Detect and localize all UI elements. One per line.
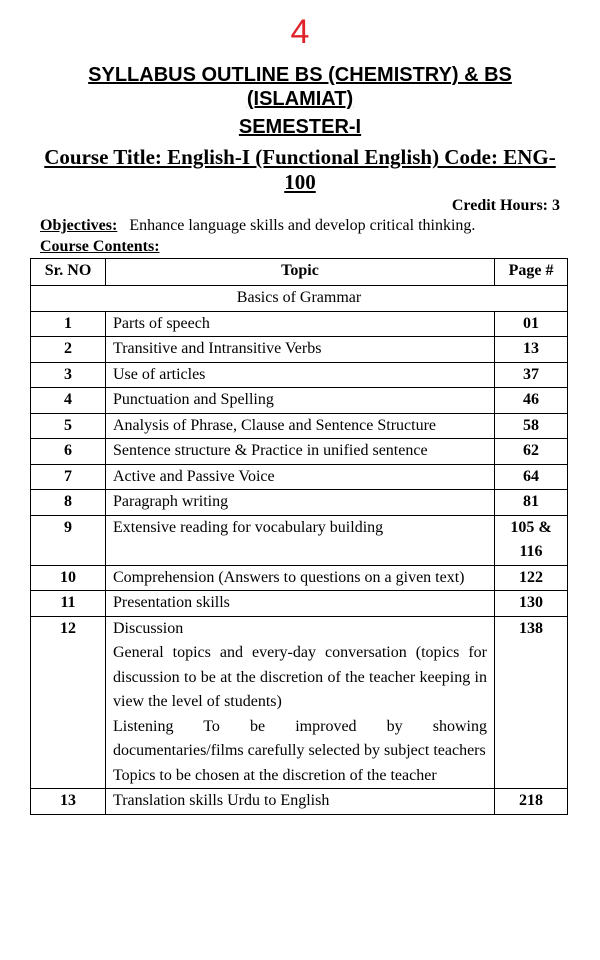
row-page: 122 (495, 565, 568, 591)
credit-hours: Credit Hours: 3 (451, 197, 560, 214)
topic-text: Punctuation and Spelling (113, 391, 274, 408)
topic-text: Parts of speech (113, 314, 210, 332)
topic-text: Analysis of Phrase, Clause and Sentence Structure (113, 416, 437, 434)
course-title: Course Title: English-I (Functional English) Code: ENG-100 (44, 145, 556, 194)
row-sr-no: 2 (31, 337, 106, 363)
table-row (31, 337, 568, 363)
row-topic (106, 413, 495, 439)
row-page: 62 (495, 439, 568, 465)
table-row (31, 413, 568, 439)
objectives-text: Enhance language skills and develop critical thinking. (129, 217, 476, 234)
row-topic (106, 616, 495, 789)
header-sr-no: Sr. NO (31, 259, 106, 286)
table-row (31, 439, 568, 465)
topic-text: Comprehension (Answers to questions on a given text) (113, 568, 465, 586)
row-sr-no: 10 (31, 565, 106, 591)
table-row (31, 464, 568, 490)
row-sr-no: 9 (31, 515, 106, 565)
topic-text: Translation skills Urdu to English (113, 792, 330, 809)
row-sr-no: 7 (31, 464, 106, 490)
topic-text: Use of articles (113, 365, 206, 383)
row-sr-no: 13 (31, 789, 106, 815)
topic-text: Discussion (113, 619, 184, 637)
section-title: Basics of Grammar (31, 286, 568, 312)
row-topic (106, 311, 495, 337)
table-row (31, 490, 568, 516)
row-sr-no: 3 (31, 362, 106, 388)
row-sr-no: 6 (31, 439, 106, 465)
syllabus-heading: SYLLABUS OUTLINE BS (CHEMISTRY) & BS (ISLAMIAT) (88, 64, 512, 110)
table-row (31, 388, 568, 414)
table-row (31, 616, 568, 789)
row-page: 46 (495, 388, 568, 414)
row-topic (106, 565, 495, 591)
row-topic (106, 490, 495, 516)
row-sr-no: 5 (31, 413, 106, 439)
table-row (31, 311, 568, 337)
row-page: 13 (495, 337, 568, 363)
row-topic (106, 388, 495, 414)
row-sr-no: 11 (31, 591, 106, 617)
row-topic (106, 789, 495, 815)
topic-text: Sentence structure & Practice in unified sentence (113, 442, 428, 459)
course-contents-label: Course Contents: (40, 238, 160, 255)
table-row (31, 515, 568, 565)
table-row (31, 591, 568, 617)
topic-subtext: Topics to be chosen at the discretion of the teacher (113, 766, 437, 784)
objectives-line (40, 217, 475, 235)
row-page: 105 & 116 (495, 515, 568, 565)
row-topic (106, 439, 495, 465)
topic-text: Presentation skills (113, 594, 230, 611)
row-page: 218 (495, 789, 568, 815)
row-topic (106, 362, 495, 388)
row-page: 58 (495, 413, 568, 439)
row-page: 130 (495, 591, 568, 617)
topic-text: Transitive and Intransitive Verbs (113, 340, 322, 357)
table-row (31, 565, 568, 591)
row-page: 81 (495, 490, 568, 516)
row-topic (106, 591, 495, 617)
row-topic (106, 337, 495, 363)
section-row (31, 286, 568, 312)
topic-subtext: Listening To be improved by showing documentaries/films carefully selected by subject teachers (113, 717, 487, 759)
table-row (31, 789, 568, 815)
header-page: Page # (495, 259, 568, 286)
header-topic: Topic (106, 259, 495, 286)
table-header-row (31, 259, 568, 286)
page-number: 4 (290, 13, 310, 51)
row-topic (106, 515, 495, 565)
topic-subtext: General topics and every-day conversation (topics for discussion to be at the discretion of the teacher keeping in view the level of students) (113, 644, 487, 710)
row-page: 138 (495, 616, 568, 789)
row-page: 64 (495, 464, 568, 490)
row-sr-no: 4 (31, 388, 106, 414)
row-sr-no: 8 (31, 490, 106, 516)
topic-text: Paragraph writing (113, 493, 229, 510)
course-contents-table (30, 258, 568, 815)
table-row (31, 362, 568, 388)
row-sr-no: 12 (31, 616, 106, 789)
semester-heading: SEMESTER-I (238, 116, 362, 138)
topic-text: Extensive reading for vocabulary building (113, 518, 384, 536)
topic-text: Active and Passive Voice (113, 467, 275, 485)
row-sr-no: 1 (31, 311, 106, 337)
row-page: 01 (495, 311, 568, 337)
objectives-label: Objectives: (40, 217, 118, 234)
row-topic (106, 464, 495, 490)
row-page: 37 (495, 362, 568, 388)
